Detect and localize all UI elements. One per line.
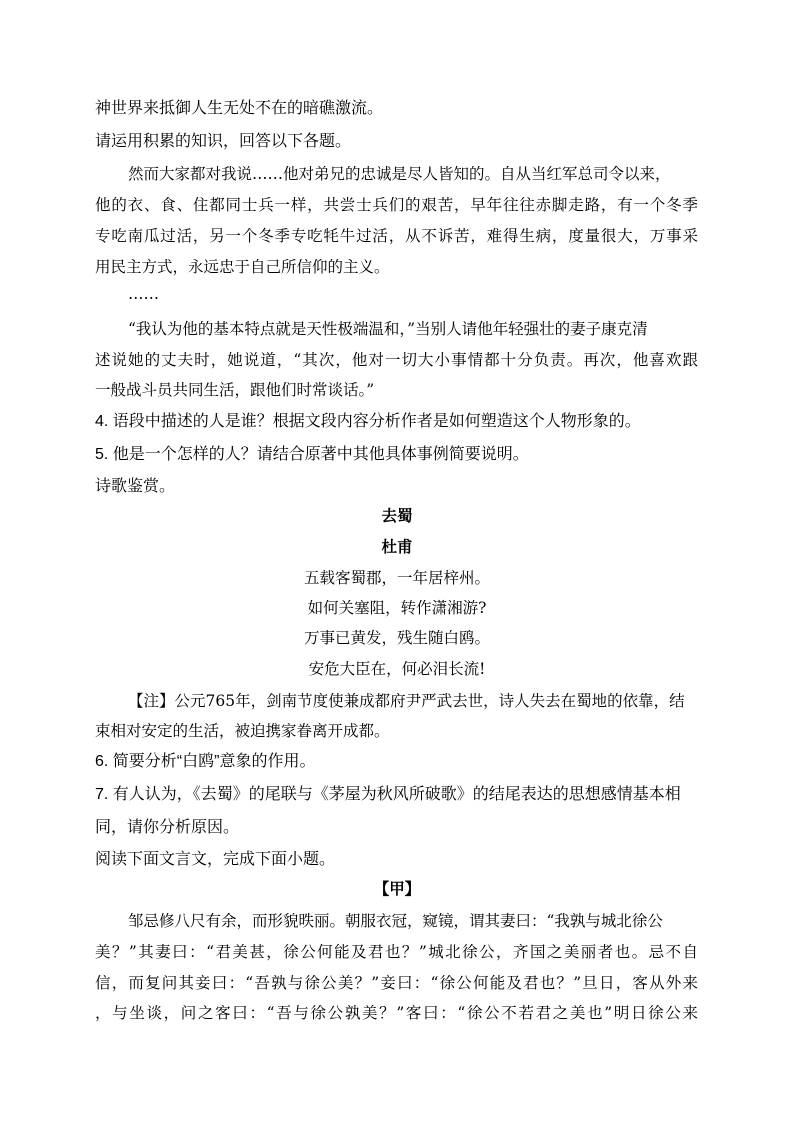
- poem-line: 万事已黄发，残生随白鸥。: [303, 629, 490, 647]
- poem-title: 去蜀: [381, 506, 413, 525]
- poem-line: 安危大臣在，何必泪长流!: [308, 660, 486, 678]
- poem-line: 五载客蜀郡，一年居梓州。: [303, 569, 490, 587]
- section-heading: 诗歌鉴赏。: [95, 478, 176, 495]
- excerpt-line: 然而大家都对我说……他对弟兄的忠诚是尽人皆知的。自从当红军总司令以来，: [128, 165, 671, 183]
- passage-line: ，与坐谈，问之客曰：“吾与徐公孰美？”客曰：“徐公不若君之美也”明日徐公来: [95, 1004, 698, 1022]
- excerpt-line: 用民主方式，永远忠于自己所信仰的主义。: [95, 258, 390, 276]
- passage-line: 邹忌修八尺有余，而形貌昳丽。朝服衣冠，窥镜，谓其妻曰：“我孰与城北徐公: [128, 912, 663, 930]
- passage-line: 美？”其妻曰：“君美甚，徐公何能及君也？”城北徐公，齐国之美丽者也。忌不自: [95, 943, 698, 961]
- excerpt-line: 专吃南瓜过活，另一个冬季专吃牦牛过活，从不诉苦，难得生病，度量很大，万事采: [95, 227, 698, 245]
- excerpt-line: 一般战斗员共同生活，跟他们时常谈话。”: [95, 381, 375, 399]
- poem-line: 如何关塞阻，转作潇湘游?: [307, 599, 487, 617]
- passage-label: 【甲】: [373, 879, 421, 898]
- excerpt-line: 述说她的丈夫时，她说道，“其次，他对一切大小事情都十分负责。再次，他喜欢跟: [95, 351, 698, 369]
- poem-note: 束相对安定的生活，被迫携家眷离开成都。: [95, 722, 390, 740]
- instruction-line: 请运用积累的知识，回答以下各题。: [95, 133, 352, 150]
- excerpt-line: “我认为他的基本特点就是天性极端温和，”当别人请他年轻强壮的妻子康克清: [128, 320, 648, 338]
- passage-line: 信，而复问其妾曰：“吾孰与徐公美？”妾曰：“徐公何能及君也？”旦日，客从外来: [95, 974, 698, 992]
- text-line: 神世界来抵御人生无处不在的暗礁激流。: [95, 100, 384, 117]
- ellipsis-line: ……: [128, 285, 159, 303]
- question-7-cont: 同，请你分析原因。: [95, 819, 240, 836]
- question-6: 6. 简要分析“白鸥”意象的作用。: [95, 753, 316, 770]
- question-4: 4. 语段中描述的人是谁？根据文段内容分析作者是如何塑造这个人物形象的。: [95, 413, 641, 430]
- section-heading: 阅读下面文言文，完成下面小题。: [95, 851, 336, 868]
- poem-note: 【注】公元765年，剑南节度使兼成都府尹严武去世，诗人失去在蜀地的依靠，结: [128, 692, 685, 710]
- question-7: 7. 有人认为，《去蜀》的尾联与《茅屋为秋风所破歌》的结尾表达的思想感情基本相: [95, 786, 681, 803]
- excerpt-line: 他的衣、食、住都同士兵一样，共尝士兵们的艰苦，早年往往赤脚走路，有一个冬季: [95, 196, 698, 214]
- question-5: 5. 他是一个怎样的人？请结合原著中其他具体事例简要说明。: [95, 446, 529, 463]
- poem-author: 杜甫: [381, 537, 413, 556]
